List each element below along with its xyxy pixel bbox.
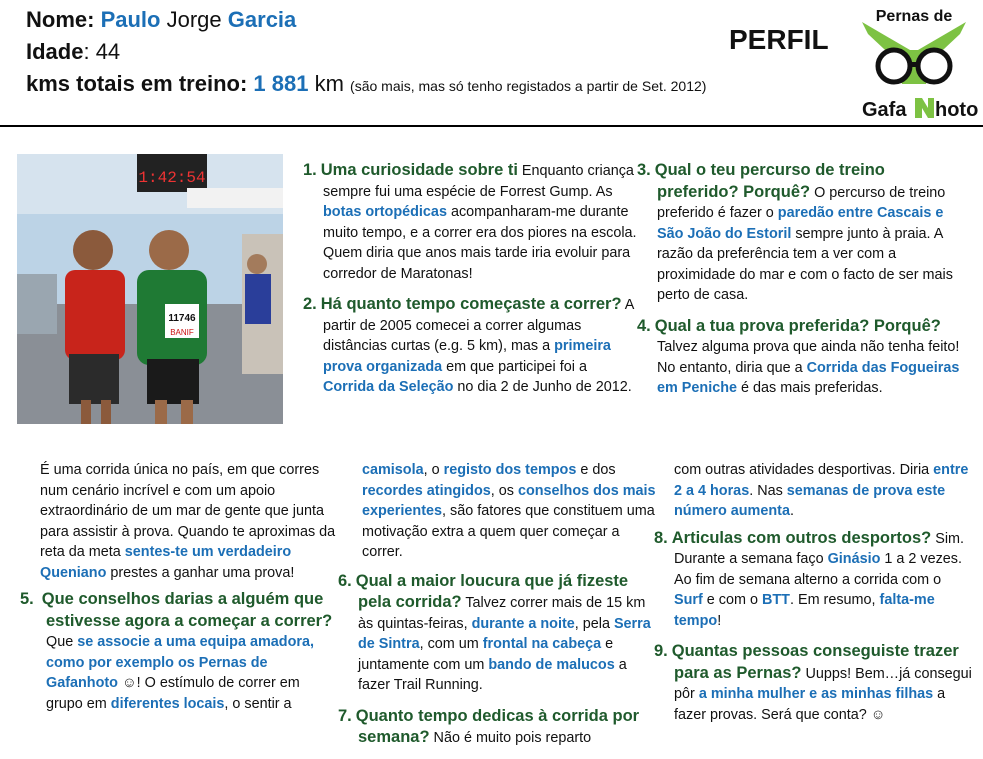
- q2-text: A partir de 2005 comecei a correr algumas distâncias curtas (e.g. 5 km), mas a: [323, 297, 634, 354]
- q4-cont-text-2: prestes a ganhar uma prova!: [106, 564, 295, 581]
- q4-cont-highlight: sentes-te um verdadeiro Queniano: [40, 544, 292, 581]
- logo-text-hoto: hoto: [935, 99, 979, 121]
- kms-line: [26, 68, 706, 102]
- q1-title: Uma curiosidade sobre ti: [320, 161, 518, 179]
- q6-highlight-4: bando de malucos: [488, 656, 615, 673]
- q1-number: 1.: [303, 161, 317, 179]
- q5-continuation: [338, 460, 656, 563]
- q6-highlight-3: frontal na cabeça: [482, 636, 602, 652]
- q5-text-2: ☺! O estímulo de correr em grupo em: [46, 675, 300, 712]
- q8-text-5: !: [717, 612, 722, 629]
- age-line: [26, 36, 706, 68]
- q5-cont-text-4: , são fatores que constituem uma motivação extra a quem quer começar a correr.: [362, 503, 655, 560]
- name-label: Nome:: [26, 7, 95, 32]
- kms-label: kms totais em treino:: [26, 71, 248, 96]
- q6-number: 6.: [338, 571, 352, 590]
- q8-text-2: 1 a 2 vezes. Ao fim de semana alterno a corrida com o: [674, 551, 962, 588]
- q4-cont-text: É uma corrida única no país, em que corres num cenário incrível e com um apoio extraordinário de um mar de gente que junta para assistir à prova. Quando te aproximas da reta da meta: [40, 462, 336, 560]
- q8-number: 8.: [654, 528, 668, 547]
- q7-cont-highlight: entre 2 a 4 horas: [674, 462, 969, 499]
- q5-highlight: se associe a uma equipa amadora, como por exemplo os Pernas de Gafanhoto: [46, 634, 314, 691]
- question-5: [20, 589, 338, 714]
- age-value: : 44: [83, 39, 121, 64]
- q5-cont-text-3: , os: [490, 482, 518, 499]
- q1-highlight: botas ortopédicas: [323, 204, 447, 220]
- profile-header: [26, 4, 706, 102]
- top-right-column: [637, 160, 967, 409]
- bottom-middle-column: [338, 460, 656, 759]
- name-line: [26, 4, 706, 36]
- first-name: Paulo: [100, 7, 161, 32]
- q7-continuation: [654, 460, 972, 522]
- q8-highlight: Ginásio: [827, 551, 881, 567]
- q7-cont-text-2: . Nas: [749, 482, 787, 499]
- q5-cont-text: , o: [423, 462, 444, 478]
- q3-number: 3.: [637, 161, 651, 179]
- q5-text-3: , o sentir a: [224, 695, 292, 712]
- finish-clock: 1:42:54: [138, 169, 206, 187]
- q7-text: Não é muito pois reparto: [429, 730, 592, 746]
- q5-number: 5.: [20, 590, 34, 608]
- runners-photo: [17, 154, 283, 424]
- bib-sponsor: BANIF: [170, 328, 194, 337]
- q6-text: Talvez correr mais de 15 km às quintas-feiras,: [358, 595, 646, 632]
- q8-highlight-4: falta-me tempo: [674, 592, 935, 629]
- question-8: [654, 528, 972, 632]
- top-middle-column: [303, 160, 639, 408]
- q8-highlight-2: Surf: [674, 592, 703, 608]
- q6-highlight: durante a noite: [471, 615, 575, 632]
- q4-highlight: Corrida das Fogueiras em Peniche: [657, 359, 960, 396]
- q4-title: Qual a tua prova preferida? Porquê?: [654, 316, 941, 335]
- q7-cont-text: com outras atividades desportivas. Diria: [674, 462, 934, 478]
- q9-title: Quantas pessoas conseguiste trazer para as Pernas?: [671, 642, 959, 682]
- q5-cont-highlight: camisola: [362, 462, 424, 478]
- last-name: Garcia: [227, 7, 297, 32]
- perfil-title: PERFIL: [729, 24, 829, 55]
- question-6: [338, 571, 656, 696]
- q1-text-2: acompanharam-me durante muito tempo, e a correr era dos piores na escola. Quem diria que anos mais tarde iria evoluir para corredor de Maratonas!: [323, 204, 637, 282]
- header-divider: [0, 125, 983, 127]
- q2-highlight: primeira prova organizada: [323, 338, 611, 375]
- q4-text-2: é das mais preferidas.: [737, 380, 883, 396]
- q9-text: Uupps! Bem…já consegui pôr: [674, 665, 972, 702]
- q2-title: Há quanto tempo começaste a correr?: [320, 295, 622, 313]
- q3-text-2: sempre junto à praia. A razão da preferência tem a ver com a proximidade do mar e com o facto de ser mais perto de casa.: [657, 225, 953, 303]
- q5-cont-highlight-3: recordes atingidos: [362, 482, 491, 499]
- bottom-left-column: [20, 460, 338, 724]
- kms-unit: km: [314, 71, 344, 96]
- q2-highlight-2: Corrida da Seleção: [323, 379, 454, 395]
- q5-cont-highlight-2: registo dos tempos: [443, 462, 577, 478]
- q6-text-5: a fazer Trail Running.: [358, 656, 627, 693]
- q9-number: 9.: [654, 642, 668, 660]
- bottom-right-column: [654, 460, 972, 735]
- q8-text-3: e com o: [702, 592, 762, 608]
- q5-text: Que: [46, 634, 78, 650]
- q5-title: Que conselhos darias a alguém que estivesse agora a começar a correr?: [41, 590, 333, 630]
- kms-note: (são mais, mas só tenho registados a partir de Set. 2012): [350, 78, 707, 94]
- logo-text-gafa: Gafa: [862, 99, 907, 121]
- q7-title: Quanto tempo dedicas à corrida por semana?: [355, 706, 640, 746]
- q8-highlight-3: BTT: [761, 592, 790, 608]
- q6-highlight-2: Serra de Sintra: [358, 615, 651, 652]
- q6-text-2: , pela: [574, 615, 614, 632]
- q5-highlight-2: diferentes locais: [110, 695, 225, 712]
- kms-value: 1 881: [253, 71, 309, 96]
- age-label: Idade: [26, 39, 84, 64]
- q4-text: Talvez alguma prova que ainda não tenha feito! No entanto, diria que a: [657, 339, 960, 376]
- pernas-de-gafanhoto-logo: [848, 4, 980, 122]
- q4-continuation: [20, 460, 338, 583]
- logo-text-top: Pernas de: [875, 8, 953, 25]
- q2-text-3: no dia 2 de Junho de 2012.: [453, 379, 632, 395]
- q3-highlight: paredão entre Cascais e São João do Estoril: [657, 205, 944, 242]
- q9-text-2: a fazer provas. Será que conta? ☺: [674, 686, 946, 723]
- q3-text: O percurso de treino preferido é fazer o: [657, 184, 946, 221]
- q5-cont-highlight-4: conselhos dos mais experientes: [362, 482, 656, 519]
- bib-number: 11746: [168, 313, 196, 324]
- q8-title: Articulas com outros desportos?: [671, 528, 932, 547]
- question-4: [637, 316, 967, 399]
- q8-text: Sim. Durante a semana faço: [674, 530, 965, 567]
- q6-text-3: , com um: [419, 636, 483, 652]
- q6-text-4: e juntamente com um: [358, 636, 614, 673]
- question-2: [303, 294, 639, 398]
- q2-number: 2.: [303, 295, 317, 313]
- question-9: [654, 641, 972, 725]
- q1-text: Enquanto criança sempre fui uma espécie de Forrest Gump. As: [323, 163, 634, 200]
- q7-number: 7.: [338, 706, 352, 725]
- question-3: [637, 160, 967, 306]
- q4-number: 4.: [637, 316, 651, 335]
- question-7: [338, 706, 656, 749]
- q3-title: Qual o teu percurso de treino preferido? Porquê?: [654, 161, 885, 201]
- q9-highlight: a minha mulher e as minhas filhas: [698, 686, 934, 702]
- q8-text-4: . Em resumo,: [789, 592, 880, 608]
- q2-text-2: em que participei foi a: [442, 358, 587, 375]
- q7-cont-highlight-2: semanas de prova este número aumenta: [674, 482, 946, 519]
- q6-title: Qual a maior loucura que já fizeste pela corrida?: [355, 571, 629, 611]
- middle-name: Jorge: [166, 7, 222, 32]
- q7-cont-text-3: .: [789, 503, 794, 519]
- question-1: [303, 160, 639, 284]
- q5-cont-text-2: e dos: [576, 462, 616, 478]
